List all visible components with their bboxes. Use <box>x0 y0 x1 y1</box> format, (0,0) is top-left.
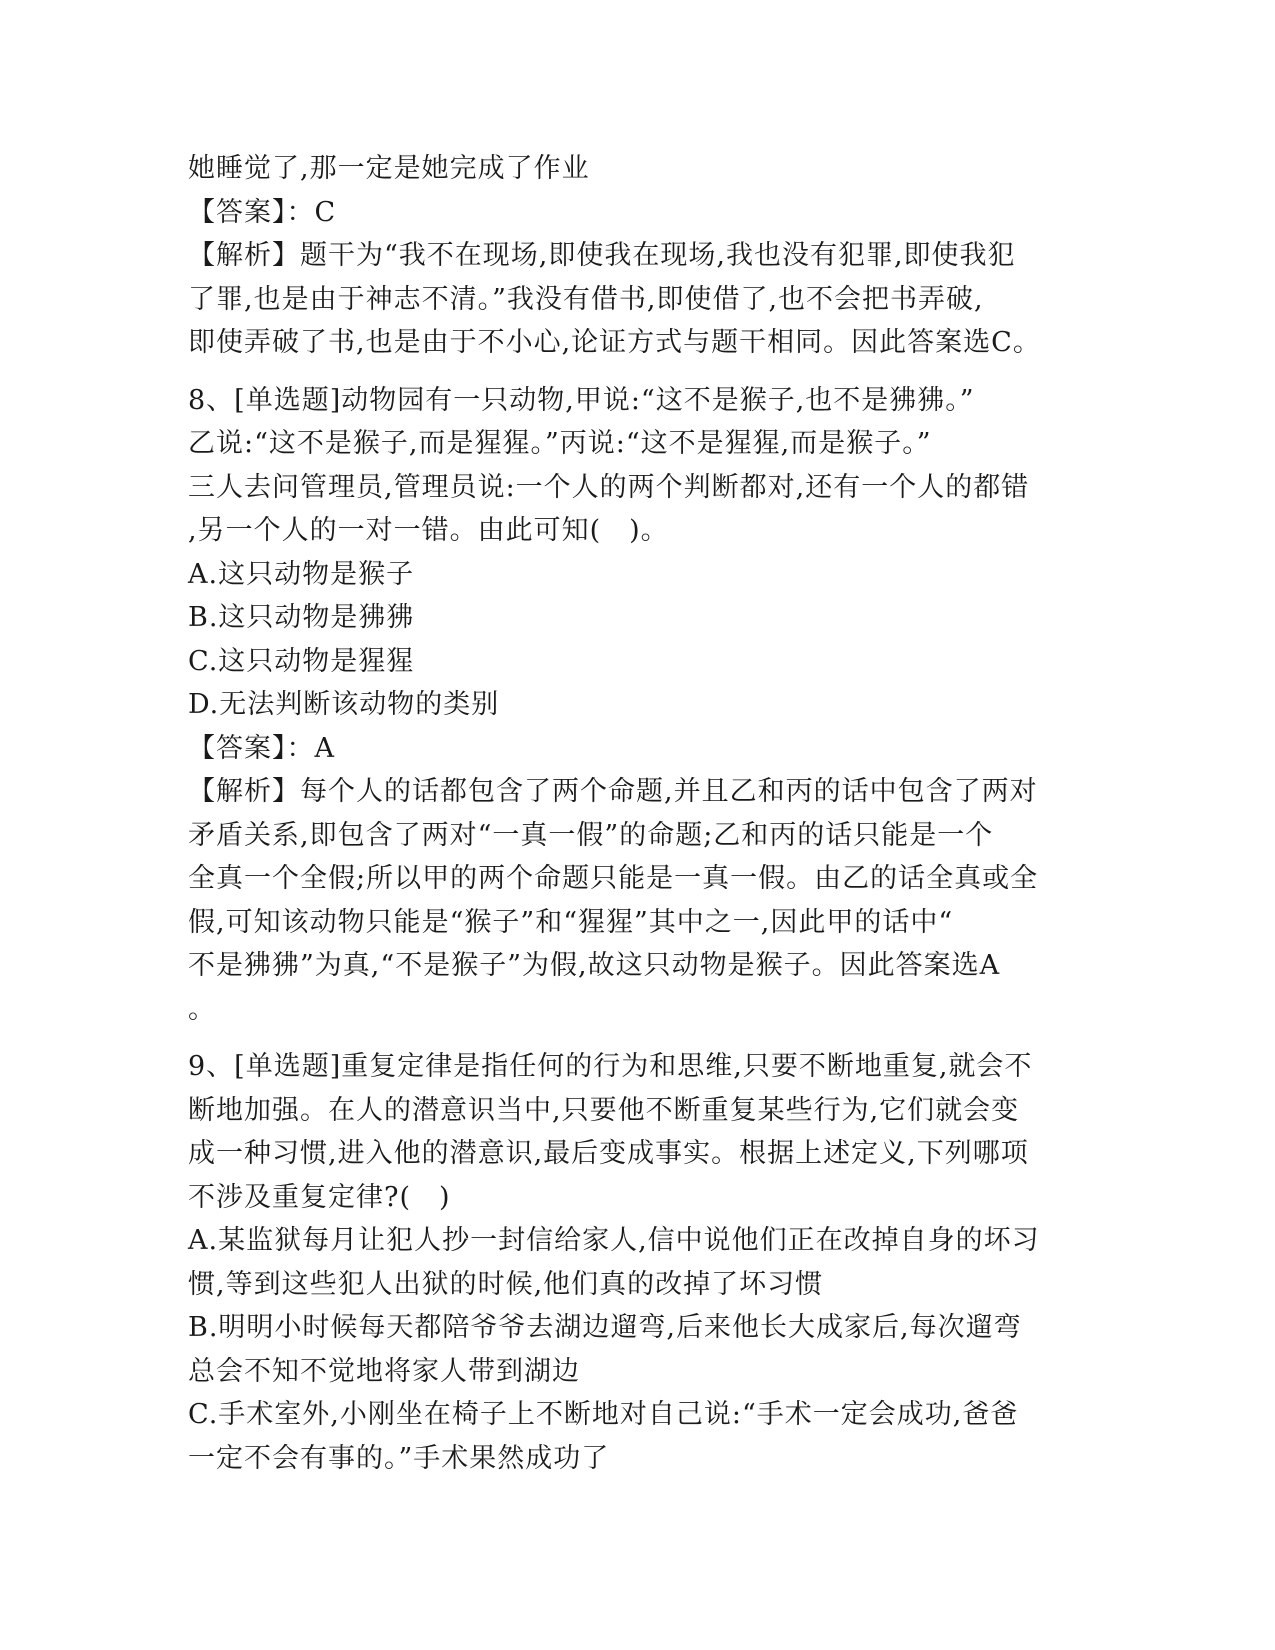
question-stem-line: 8、[单选题]动物园有一只动物,甲说:“这不是猴子,也不是狒狒。” <box>188 384 975 416</box>
option-c <box>188 1393 1088 1480</box>
question-7-tail <box>188 147 1088 365</box>
option-a-line: 惯,等到这些犯人出狱的时候,他们真的改掉了坏习惯 <box>188 1268 824 1300</box>
option-a-line: A.某监狱每月让犯人抄一封信给家人,信中说他们正在改掉自身的坏习 <box>188 1225 1040 1256</box>
answer-line: 【答案】：A <box>188 732 335 764</box>
option-c: C.这只动物是猩猩 <box>188 645 415 677</box>
analysis-line: 假,可知该动物只能是“猴子”和“猩猩”其中之一,因此甲的话中“ <box>188 906 954 938</box>
analysis-line: 【解析】每个人的话都包含了两个命题,并且乙和丙的话中包含了两对 <box>188 776 1038 807</box>
question-stem-line: 成一种习惯,进入他的潜意识,最后变成事实。根据上述定义,下列哪项 <box>188 1138 1029 1169</box>
option-a: A.这只动物是猴子 <box>188 558 415 590</box>
analysis-line: 。 <box>188 993 216 1025</box>
analysis-line: 即使弄破了书,也是由于不小心,论证方式与题干相同。因此答案选C。 <box>188 327 1041 358</box>
analysis-line: 【解析】题干为“我不在现场,即使我在现场,我也没有犯罪,即使我犯 <box>188 240 1016 271</box>
option-a <box>188 1219 1088 1306</box>
option-d-continuation: 她睡觉了,那一定是她完成了作业 <box>188 153 590 184</box>
option-c-line: 一定不会有事的。”手术果然成功了 <box>188 1442 610 1474</box>
question-stem-line: 9、[单选题]重复定律是指任何的行为和思维,只要不断地重复,就会不 <box>188 1051 1033 1082</box>
option-b <box>188 1306 1088 1393</box>
question-stem-line: 断地加强。在人的潜意识当中,只要他不断重复某些行为,它们就会变 <box>188 1094 1020 1126</box>
option-b-line: B.明明小时候每天都陪爷爷去湖边遛弯,后来他长大成家后,每次遛弯 <box>188 1312 1022 1343</box>
question-stem-line: ,另一个人的一对一错。由此可知( )。 <box>188 515 669 546</box>
option-c-line: C.手术室外,小刚坐在椅子上不断地对自己说:“手术一定会成功,爸爸 <box>188 1399 1019 1430</box>
analysis-line: 矛盾关系,即包含了两对“一真一假”的命题;乙和丙的话只能是一个 <box>188 819 994 851</box>
answer-line: 【答案】：C <box>188 196 337 228</box>
analysis-line: 不是狒狒”为真,“不是猴子”为假,故这只动物是猴子。因此答案选A <box>188 950 1001 981</box>
question-stem-line: 不涉及重复定律?( ) <box>188 1181 451 1213</box>
question-gap <box>188 1031 1088 1045</box>
document-content <box>188 147 1088 1480</box>
analysis-line: 了罪,也是由于神志不清。”我没有借书,即使借了,也不会把书弄破, <box>188 283 984 315</box>
question-8 <box>188 379 1088 1032</box>
question-stem-line: 三人去问管理员,管理员说:一个人的两个判断都对,还有一个人的都错 <box>188 471 1030 503</box>
option-b: B.这只动物是狒狒 <box>188 602 415 633</box>
option-b-line: 总会不知不觉地将家人带到湖边 <box>188 1355 580 1387</box>
option-d: D.无法判断该动物的类别 <box>188 689 500 720</box>
analysis-line: 全真一个全假;所以甲的两个命题只能是一真一假。由乙的话全真或全 <box>188 863 1039 894</box>
question-stem-line: 乙说:“这不是猴子,而是猩猩。”丙说:“这不是猩猩,而是猴子。” <box>188 428 932 459</box>
question-9 <box>188 1045 1088 1480</box>
question-gap <box>188 365 1088 379</box>
